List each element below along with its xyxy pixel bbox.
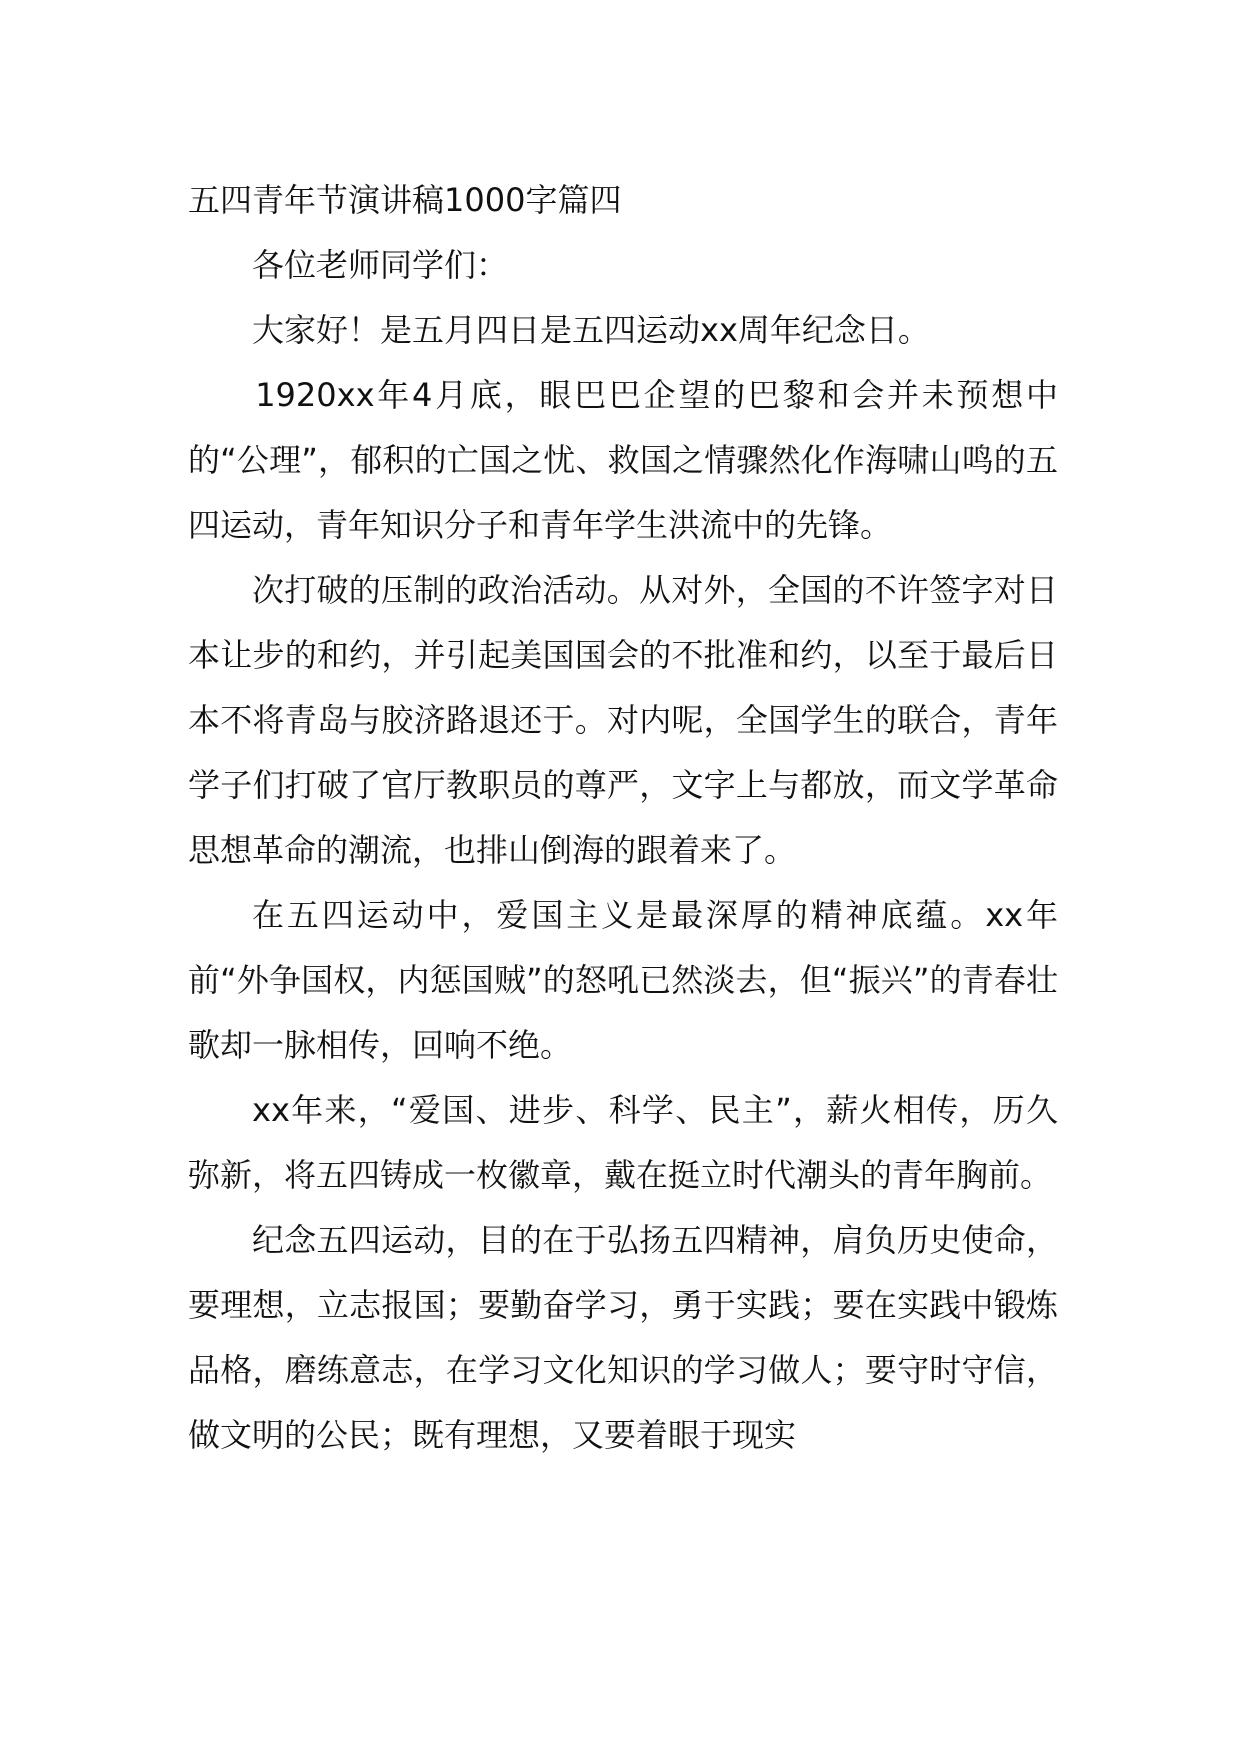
paragraph-significance: 次打破的压制的政治活动。从对外，全国的不许签字对日本让步的和约，并引起美国国会的不批准和约，以至于最后日本不将青岛与胶济路退还于。对内呢，全国学生的联合，青年学子们打破了官厅教职员的尊严，文字上与都放，而文学革命思想革命的潮流，也排山倒海的跟着来了。: [188, 571, 1058, 869]
paragraph-commemoration: 纪念五四运动，目的在于弘扬五四精神，肩负历史使命，要理想，立志报国；要勤奋学习，勇于实践；要在实践中锻炼品格，磨练意志，在学习文化知识的学习做人；要守时守信，做文明的公民；既有理想，又要着眼于现实: [188, 1221, 1058, 1454]
paragraph-history: 1920xx年4月底，眼巴巴企望的巴黎和会并未预想中的“公理”，郁积的亡国之忧、救国之情骤然化作海啸山鸣的五四运动，青年知识分子和青年学生洪流中的先锋。: [188, 376, 1058, 544]
paragraph-legacy: xx年来，“爱国、进步、科学、民主”，薪火相传，历久弥新，将五四铸成一枚徽章，戴在挺立时代潮头的青年胸前。: [188, 1091, 1058, 1194]
paragraph-opening: 大家好！是五月四日是五四运动xx周年纪念日。: [252, 311, 930, 349]
document-page: [188, 168, 1058, 1468]
paragraph-greeting: 各位老师同学们：: [252, 246, 509, 284]
document-title: 五四青年节演讲稿1000字篇四: [188, 181, 622, 219]
paragraph-patriotism: 在五四运动中，爱国主义是最深厚的精神底蕴。xx年前“外争国权，内惩国贼”的怒吼已然淡去，但“振兴”的青春壮歌却一脉相传，回响不绝。: [188, 896, 1058, 1064]
